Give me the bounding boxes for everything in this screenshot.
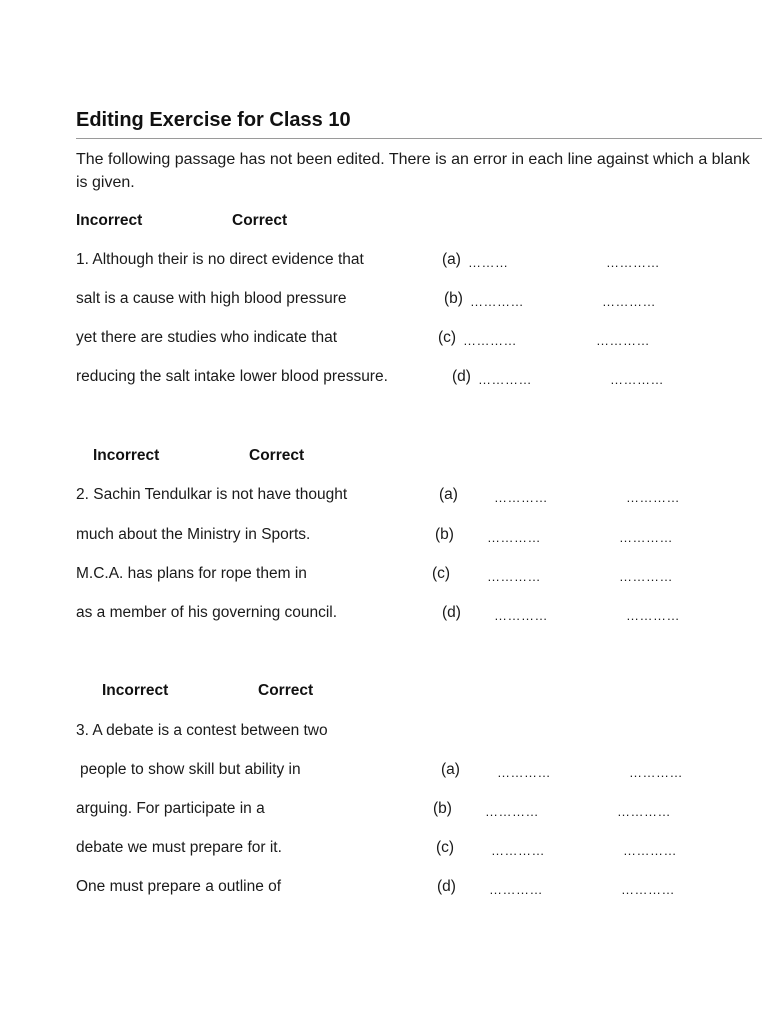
correct-blank[interactable]: …………	[619, 569, 673, 584]
blank-label: (d)	[437, 878, 456, 895]
incorrect-blank[interactable]: ………	[468, 255, 509, 270]
line-text: 1. Although their is no direct evidence that	[76, 251, 364, 268]
line-text: as a member of his governing council.	[76, 604, 338, 621]
line-text: people to show skill but ability in	[80, 761, 301, 778]
blank-label: (a)	[442, 251, 461, 268]
incorrect-blank[interactable]: …………	[489, 882, 543, 897]
correct-blank[interactable]: …………	[626, 490, 680, 505]
blank-label: (c)	[432, 565, 451, 582]
blank-label: (c)	[436, 839, 455, 856]
correct-blank[interactable]: …………	[621, 882, 675, 897]
correct-blank[interactable]: …………	[596, 333, 650, 348]
line-text: One must prepare a outline of	[76, 878, 282, 895]
incorrect-blank[interactable]: …………	[470, 294, 524, 309]
blank-label: (b)	[433, 800, 452, 817]
header-incorrect: Incorrect	[93, 447, 160, 464]
correct-blank[interactable]: …………	[606, 255, 660, 270]
correct-blank[interactable]: …………	[610, 372, 664, 387]
line-text: debate we must prepare for it.	[76, 839, 282, 856]
blank-label: (a)	[439, 486, 458, 503]
header-correct: Correct	[258, 682, 314, 699]
incorrect-blank[interactable]: …………	[463, 333, 517, 348]
incorrect-blank[interactable]: …………	[478, 372, 532, 387]
header-incorrect: Incorrect	[102, 682, 169, 699]
line-text: 2. Sachin Tendulkar is not have thought	[76, 486, 348, 503]
page-title: Editing Exercise for Class 10	[76, 109, 351, 131]
correct-blank[interactable]: …………	[602, 294, 656, 309]
incorrect-blank[interactable]: …………	[491, 843, 545, 858]
line-text: much about the Ministry in Sports.	[76, 526, 311, 543]
incorrect-blank[interactable]: …………	[487, 569, 541, 584]
incorrect-blank[interactable]: …………	[485, 804, 539, 819]
title-divider	[76, 138, 762, 139]
line-text: 3. A debate is a contest between two	[76, 722, 328, 739]
correct-blank[interactable]: …………	[623, 843, 677, 858]
blank-label: (d)	[452, 368, 471, 385]
header-correct: Correct	[249, 447, 305, 464]
incorrect-blank[interactable]: …………	[494, 490, 548, 505]
header-correct: Correct	[232, 212, 288, 229]
incorrect-blank[interactable]: …………	[494, 608, 548, 623]
line-text: arguing. For participate in a	[76, 800, 265, 817]
blank-label: (b)	[435, 526, 454, 543]
blank-label: (d)	[442, 604, 461, 621]
intro-text: The following passage has not been edited. There is an error in each line against which a blank is given.	[76, 151, 750, 191]
incorrect-blank[interactable]: …………	[487, 530, 541, 545]
correct-blank[interactable]: …………	[629, 765, 683, 780]
correct-blank[interactable]: …………	[617, 804, 671, 819]
correct-blank[interactable]: …………	[619, 530, 673, 545]
line-text: yet there are studies who indicate that	[76, 329, 338, 346]
line-text: reducing the salt intake lower blood pressure.	[76, 368, 388, 385]
line-text: salt is a cause with high blood pressure	[76, 290, 347, 307]
incorrect-blank[interactable]: …………	[497, 765, 551, 780]
blank-label: (b)	[444, 290, 463, 307]
correct-blank[interactable]: …………	[626, 608, 680, 623]
blank-label: (a)	[441, 761, 460, 778]
blank-label: (c)	[438, 329, 457, 346]
header-incorrect: Incorrect	[76, 212, 143, 229]
line-text: M.C.A. has plans for rope them in	[76, 565, 307, 582]
